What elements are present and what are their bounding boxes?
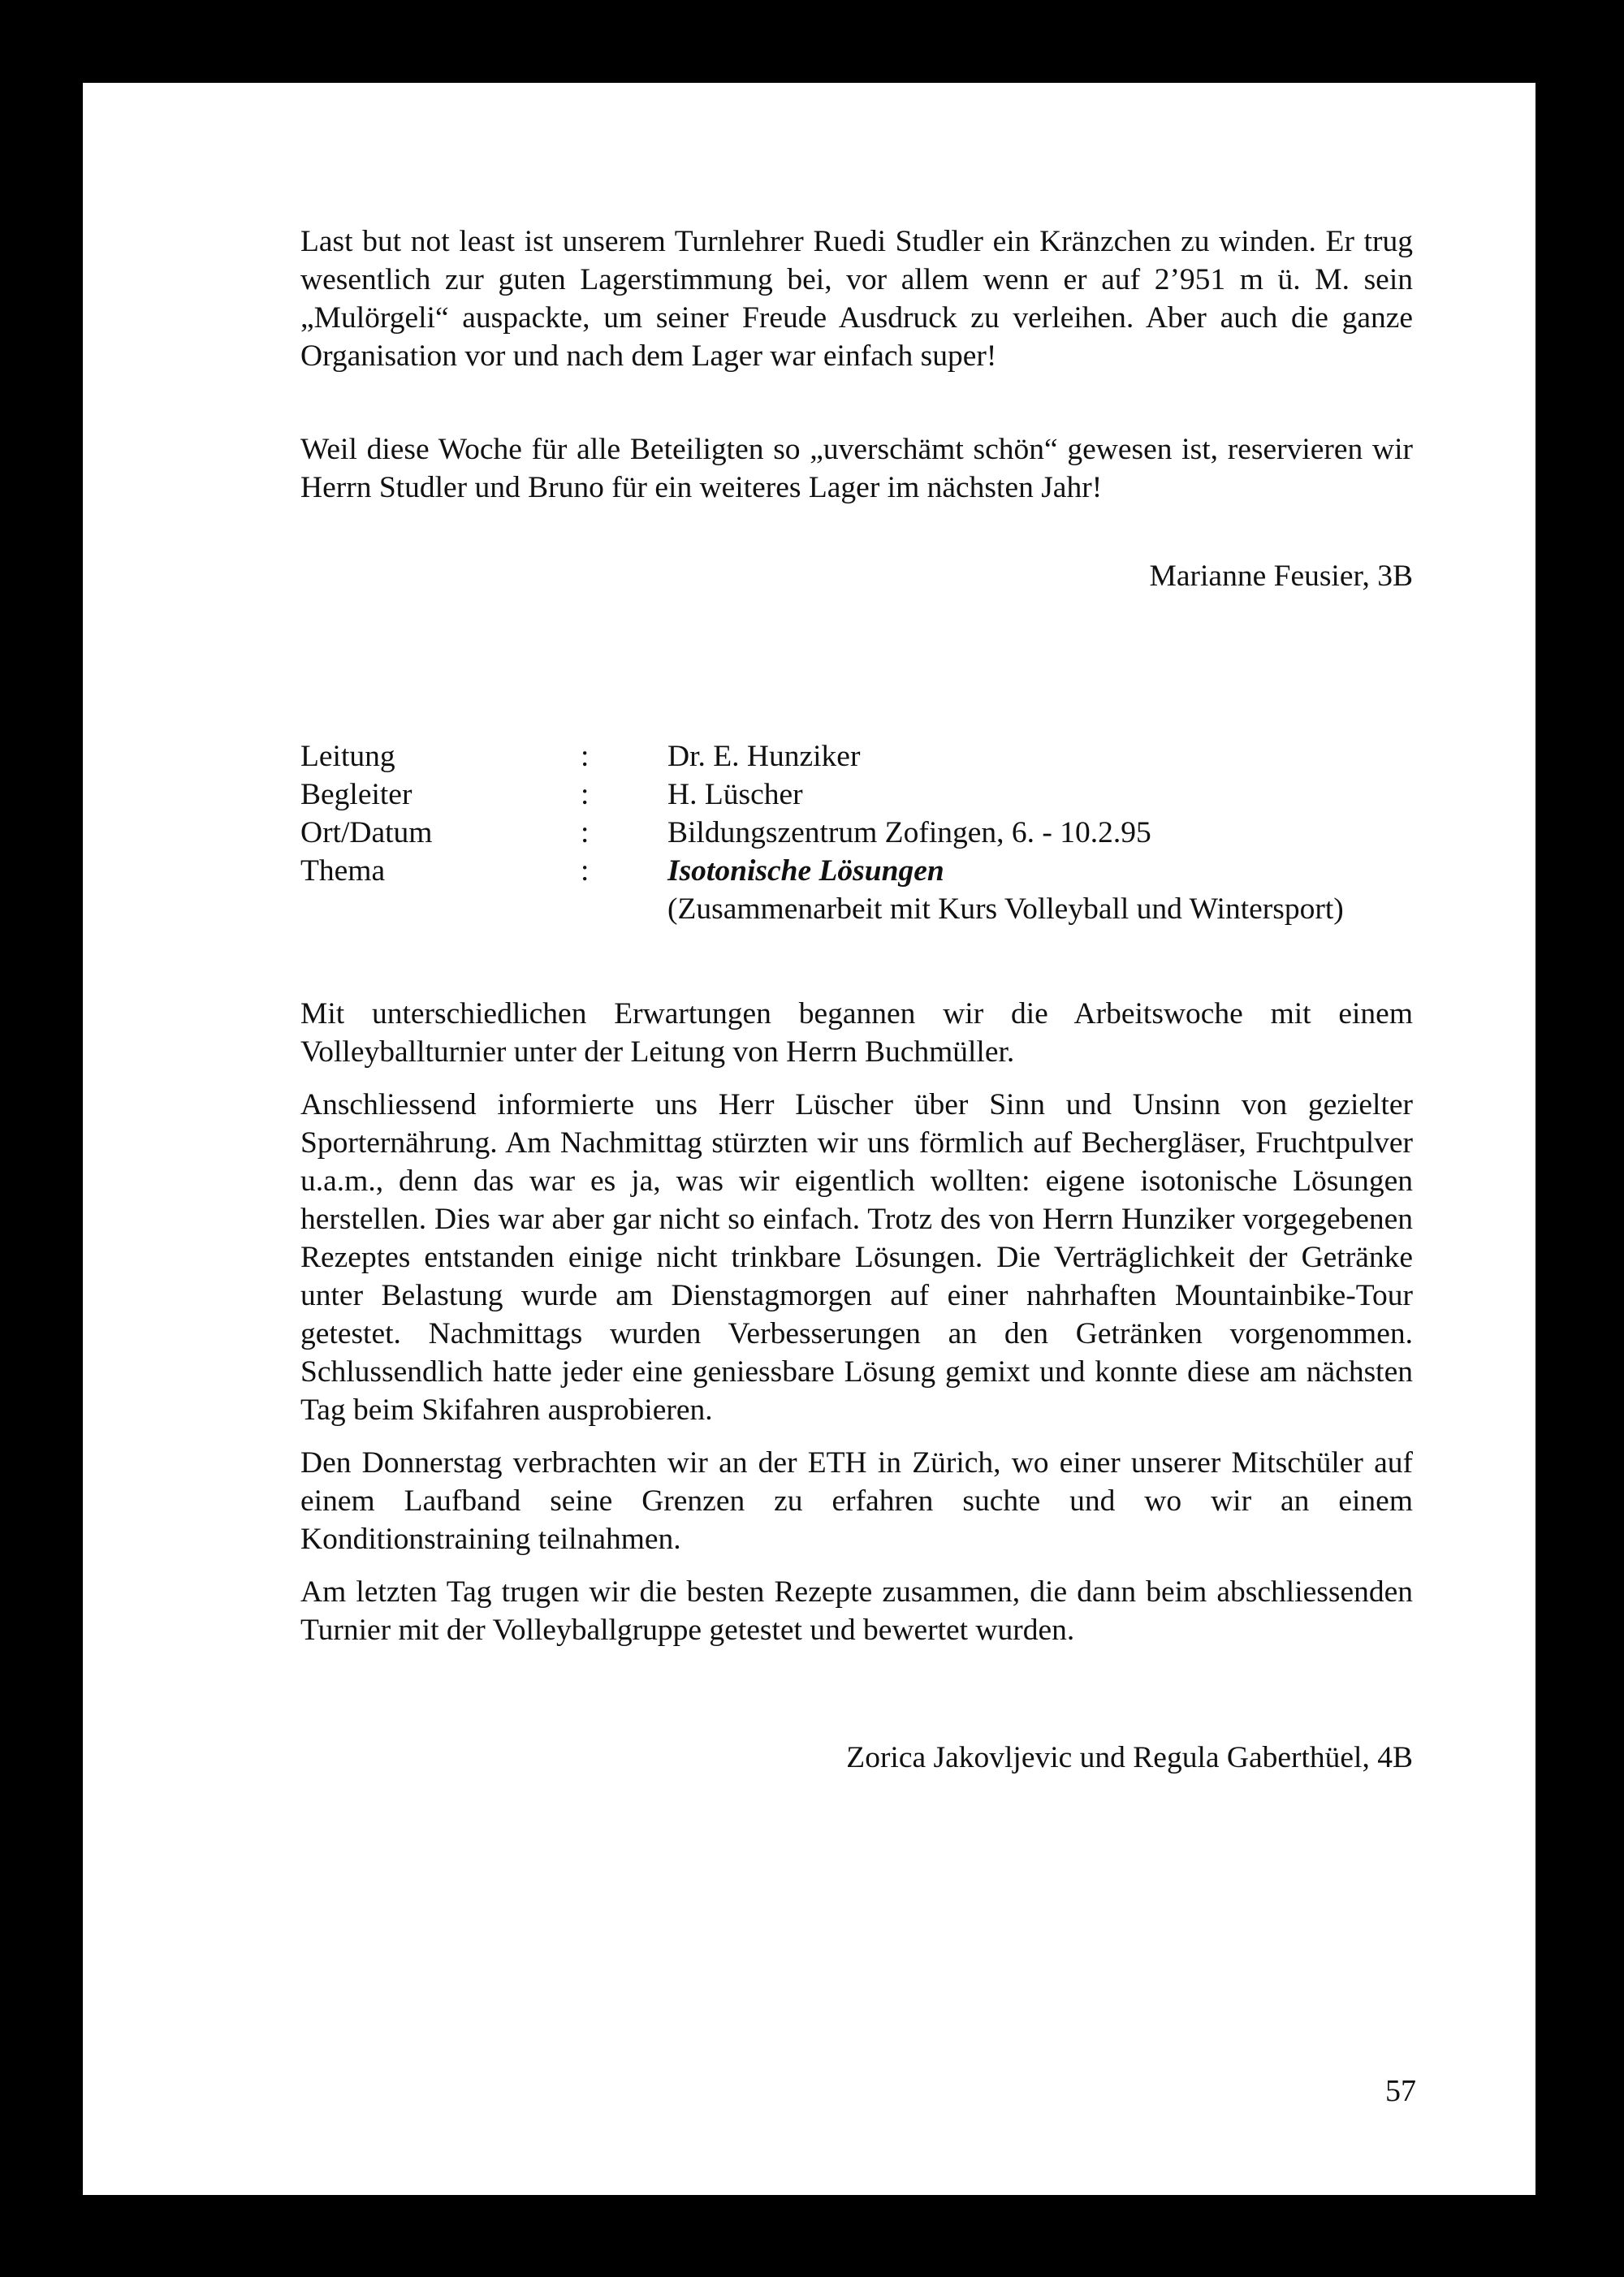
course-info	[300, 737, 1413, 928]
info-row-ort-datum	[300, 814, 1413, 852]
ort-datum-value: Bildungszentrum Zofingen, 6. - 10.2.95	[667, 816, 1151, 849]
thema-title: Isotonische Lösungen	[667, 854, 944, 888]
report2-signature: Zorica Jakovljevic und Regula Gaberthüel, 4B	[846, 1741, 1413, 1774]
report1-paragraph-2: Weil diese Woche für alle Beteiligten so „uverschämt schön“ gewesen ist, reservieren wir Herrn Studler und Bruno für ein weiteres Lager im nächsten Jahr!	[300, 433, 1413, 504]
report2-paragraph-4: Am letzten Tag trugen wir die besten Rezepte zusammen, die dann beim abschliessenden Turnier mit der Volleyballgruppe getestet und bewertet wurden.	[300, 1575, 1413, 1647]
report2-paragraph-3: Den Donnerstag verbrachten wir an der ETH in Zürich, wo einer unserer Mitschüler auf einem Laufband seine Grenzen zu erfahren suchte und wo wir an einem Konditionstraining teilnahmen.	[300, 1446, 1413, 1556]
leitung-colon: :	[581, 740, 590, 773]
ort-datum-label: Ort/Datum	[300, 816, 433, 849]
thema-value	[667, 852, 1413, 928]
thema-label: Thema	[300, 854, 386, 888]
report1-text	[300, 223, 1413, 375]
report2-paragraph-2: Anschliessend informierte uns Herr Lüscher über Sinn und Unsinn von gezielter Sporternährung. Am Nachmittag stürzten wir uns förmlich auf Bechergläser, Fruchtpulver u.a.m., denn das war es ja, was wir eigentlich wollten: eigene isotonische Lösungen herstellen. Dies war aber gar nicht so einfach. Trotz des von Herrn Hunziker vorgegebenen Rezeptes entstanden einige nicht trinkbare Lösungen. Die Verträglichkeit der Getränke unter Belastung wurde am Dienstagmorgen auf einer nahrhaften Mountainbike-Tour getestet. Nachmittags wurden Verbesserungen an den Getränken vorgenommen. Schlussendlich hatte jeder eine geniessbare Lösung gemixt und konnte diese am nächsten Tag beim Skifahren ausprobieren.	[300, 1088, 1413, 1427]
report2-paragraph-1: Mit unterschiedlichen Erwartungen begannen wir die Arbeitswoche mit einem Volleyballturnier unter der Leitung von Herrn Buchmüller.	[300, 997, 1413, 1069]
report1-signature: Marianne Feusier, 3B	[1149, 560, 1413, 593]
thema-colon: :	[581, 854, 590, 888]
begleiter-colon: :	[581, 778, 590, 811]
report2-text	[300, 995, 1413, 1649]
report1-paragraph-1: Last but not least ist unserem Turnlehrer Ruedi Studler ein Kränzchen zu winden. Er trug wesentlich zur guten Lagerstimmung bei, vor allem wenn er auf 2’951 m ü. M. sein „Mulörgeli“ auspackte, um seiner Freude Ausdruck zu verleihen. Aber auch die ganze Organisation vor und nach dem Lager war einfach super!	[300, 225, 1413, 373]
info-row-thema	[300, 852, 1413, 928]
ort-datum-colon: :	[581, 816, 590, 849]
leitung-value: Dr. E. Hunziker	[667, 740, 861, 773]
begleiter-value: H. Lüscher	[667, 778, 803, 811]
begleiter-label: Begleiter	[300, 778, 412, 811]
thema-note: (Zusammenarbeit mit Kurs Volleyball und Wintersport)	[667, 892, 1344, 926]
info-row-begleiter	[300, 776, 1413, 814]
info-row-leitung	[300, 737, 1413, 776]
leitung-label: Leitung	[300, 740, 395, 773]
page-number: 57	[1385, 2074, 1416, 2108]
report1-text-2	[300, 430, 1413, 507]
